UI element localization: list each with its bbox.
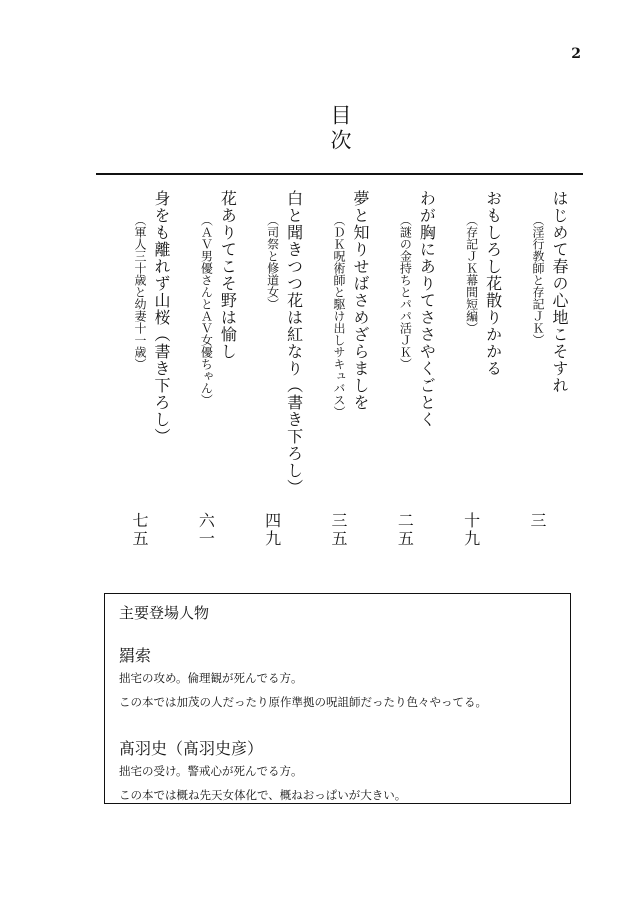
entry-subtitle: （淫行教師と存記ＪＫ） <box>530 214 545 346</box>
toc-entries <box>110 190 570 580</box>
toc-entry[interactable] <box>309 190 371 580</box>
character-description: 拙宅の受け。警戒心が死んでる方。 <box>119 764 303 778</box>
toc-entry[interactable] <box>110 190 172 580</box>
entry-page: 十九 <box>461 512 481 548</box>
toc-entry[interactable] <box>442 190 504 580</box>
entry-title: 花ありてこそ野は愉し <box>218 190 238 360</box>
entry-title: 白と聞きつつ花は紅なり（書き下ろし） <box>284 190 304 496</box>
entry-title: 夢と知りせばさめざらましを <box>350 190 370 411</box>
toc-title: 目次 <box>328 104 352 154</box>
toc-entry[interactable] <box>243 190 305 580</box>
entry-subtitle: （謎の金持ちとパパ活ＪＫ） <box>398 214 413 370</box>
entry-page: 四九 <box>262 512 282 548</box>
entry-subtitle: （軍人三十歳と幼妻十一歳） <box>133 214 147 370</box>
character-name: 髙羽史（髙羽史彦） <box>119 739 264 758</box>
characters-heading: 主要登場人物 <box>119 604 210 622</box>
entry-subtitle: （ＡＶ男優さんとＡＶ女優ちゃん） <box>199 214 214 406</box>
entry-page: 二五 <box>395 512 415 548</box>
entry-subtitle: （ＤＫ呪術師と駆け出しサキュバス） <box>331 214 346 418</box>
entry-title: おもしろし花散りかかる <box>483 190 503 377</box>
entry-page: 七五 <box>130 512 149 548</box>
entry-title: 身をも離れず山桜（書き下ろし） <box>152 190 171 445</box>
spacer <box>119 718 556 728</box>
character-description: この本では加茂の人だったり原作準拠の呪詛師だったり色々やってる。 <box>119 695 487 709</box>
entry-subtitle: （司祭と修道女） <box>265 214 280 310</box>
character-description: 拙宅の攻め。倫理観が死んでる方。 <box>119 671 303 685</box>
character-description: この本では概ね先天女体化で、概ねおっぱいが大きい。 <box>119 788 407 802</box>
toc-rule <box>96 173 583 175</box>
page-number: 2 <box>571 46 581 62</box>
toc-entry[interactable] <box>176 190 238 580</box>
toc-entry[interactable] <box>375 190 437 580</box>
entry-page: 三 <box>527 512 547 530</box>
toc-entry[interactable] <box>508 190 570 580</box>
character-name: 羂索 <box>119 646 152 665</box>
entry-page: 三五 <box>328 512 348 548</box>
entry-title: はじめて春の心地こそすれ <box>549 190 569 394</box>
entry-subtitle: （存記ＪＫ幕間短編） <box>464 214 479 334</box>
characters-box <box>104 593 571 804</box>
entry-page: 六一 <box>196 512 216 548</box>
entry-title: わが胸にありてささやくごとく <box>417 190 437 428</box>
